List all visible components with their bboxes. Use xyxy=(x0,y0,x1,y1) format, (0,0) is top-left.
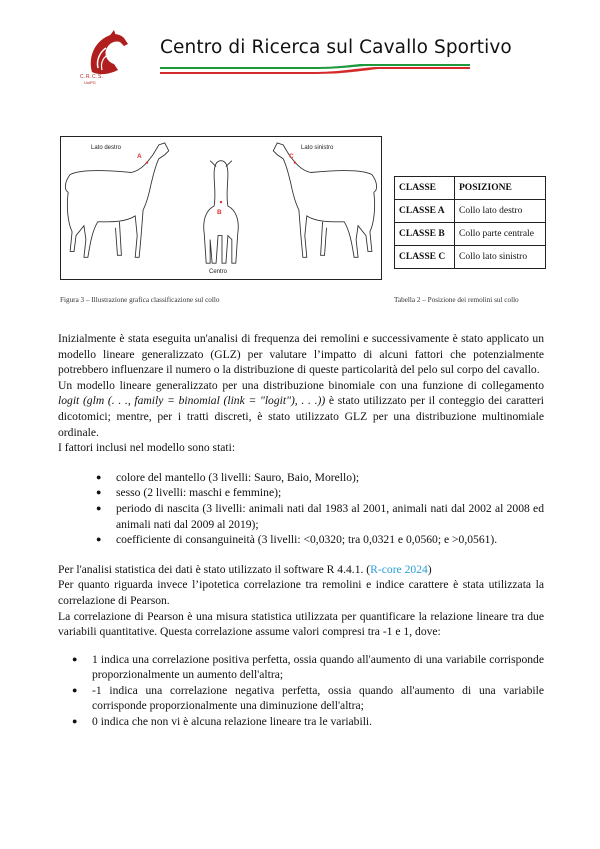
paragraph xyxy=(58,562,544,578)
classification-table xyxy=(394,176,546,269)
list-item-text: 1 indica una correlazione positiva perfetta, ossia quando all'aumento di una variabile corrisponde proporzionalmente un aumento dell'altra; xyxy=(92,652,544,682)
logo-subtext: UniPG xyxy=(84,80,96,85)
organization-name: Centro di Ricerca sul Cavallo Sportivo xyxy=(160,37,512,58)
header-posizione: POSIZIONE xyxy=(455,177,546,200)
text-span: è stato utilizzato per il conteggio dei caratteri dicotomici; mentre, per i tratti discreti, è stato utilizzato GLZ per una distribuzione multinomiale ordinale. xyxy=(58,394,544,439)
label-lato-destro: Lato destro xyxy=(91,145,122,151)
list-item-text: colore del mantello (3 livelli: Sauro, Baio, Morello); xyxy=(116,470,360,484)
list-item xyxy=(96,485,544,501)
list-item xyxy=(72,652,544,683)
table-row xyxy=(395,200,546,223)
list-item xyxy=(96,532,544,548)
neck-classification-figure xyxy=(60,136,382,280)
list-item xyxy=(96,470,544,486)
citation-link[interactable]: R-core 2024 xyxy=(370,562,428,576)
bullet-icon: ● xyxy=(72,684,78,695)
paragraph xyxy=(58,378,544,440)
factors-list xyxy=(58,470,544,548)
logo-text: C.R.C.S. xyxy=(80,74,104,80)
tricolor-stripes xyxy=(160,64,470,78)
list-item-text: coefficiente di consanguineità (3 livelli: <0,0320; tra 0,0321 e 0,0560; e >0,0561). xyxy=(116,533,498,547)
label-a: A xyxy=(137,153,142,160)
label-b: B xyxy=(217,209,222,216)
table-cell: Collo lato destro xyxy=(455,200,546,223)
page-header xyxy=(0,0,600,95)
table-cell: CLASSE C xyxy=(395,246,455,269)
list-item xyxy=(96,501,544,532)
figure-caption: Figura 3 – Illustrazione grafica classificazione sul collo xyxy=(60,296,220,304)
paragraph: I fattori inclusi nel modello sono stati: xyxy=(58,441,236,455)
label-c: C xyxy=(289,153,294,160)
bullet-icon: ● xyxy=(96,502,102,513)
table-caption: Tabella 2 – Posizione dei remolini sul collo xyxy=(394,296,519,304)
table-row xyxy=(395,246,546,269)
list-item xyxy=(72,714,544,730)
header-classe: CLASSE xyxy=(395,177,455,200)
correlation-list xyxy=(58,652,544,730)
text-span: Per l'analisi statistica dei dati è stato utilizzato il software R 4.4.1. ( xyxy=(58,562,371,576)
bullet-icon: ● xyxy=(72,653,78,664)
bullet-icon: ● xyxy=(96,487,102,498)
text-span: Un modello lineare generalizzato per una distribuzione binomiale con una funzione di collegamento xyxy=(58,378,544,392)
table-cell: Collo lato sinistro xyxy=(455,246,546,269)
bullet-icon: ● xyxy=(96,534,102,545)
table-cell: CLASSE A xyxy=(395,200,455,223)
table-cell: CLASSE B xyxy=(395,223,455,246)
body-text xyxy=(58,331,544,730)
list-item-text: -1 indica una correlazione negativa perfetta, ossia quando all'aumento di una variabile corrisponde proporzionalmente una diminuzione dell'altra; xyxy=(92,683,544,713)
paragraph: Inizialmente è stata eseguita un'analisi di frequenza dei remolini e successivamente è stato applicato un modello lineare generalizzato (GLZ) per valutare l’impatto di alcuni fattori che potenzialmente potrebbero influenzare il numero o la distribuzione di queste particolarità del pelo sul corpo del cavallo. xyxy=(58,332,544,377)
list-item xyxy=(72,683,544,714)
list-item-text: sesso (2 livelli: maschi e femmine); xyxy=(116,486,282,500)
paragraph: Per quanto riguarda invece l’ipotetica correlazione tra remolini e indice carattere è stata utilizzata la correlazione di Pearson. xyxy=(58,578,544,607)
text-span: ) xyxy=(427,562,432,576)
horse-illustration xyxy=(61,137,381,279)
table-row xyxy=(395,223,546,246)
paragraph: La correlazione di Pearson è una misura statistica utilizzata per quantificare la relazione lineare tra due variabili quantitative. Questa correlazione assume valori compresi tra -1 e 1, dove: xyxy=(58,609,544,639)
label-lato-sinistro: Lato sinistro xyxy=(301,145,334,151)
list-item-text: 0 indica che non vi è alcuna relazione lineare tra le variabili. xyxy=(92,715,373,729)
bullet-icon: ● xyxy=(72,716,78,727)
bullet-icon: ● xyxy=(96,471,102,482)
list-item-text: periodo di nascita (3 livelli: animali nati dal 1983 al 2001, animali nati dal 2002 al 2008 ed animali nati dal 2009 al 2019); xyxy=(116,501,544,531)
formula-text: logit (glm (. . ., family = binomial (link = "logit"), . . .)) xyxy=(58,394,326,408)
table-cell: Collo parte centrale xyxy=(455,223,546,246)
label-centro: Centro xyxy=(209,269,228,275)
table-header-row xyxy=(395,177,546,200)
